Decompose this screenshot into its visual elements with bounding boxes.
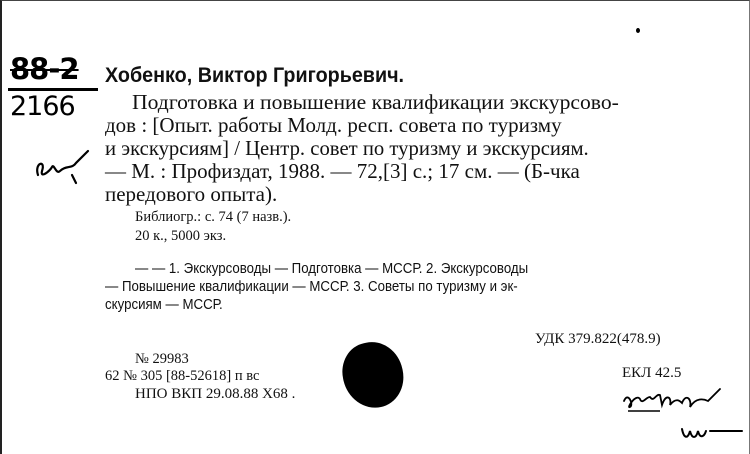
copies-note: 20 к., 5000 экз. [135, 228, 227, 244]
title-line-2: дов : [Опыт. работы Молд. респ. совета по туризму [105, 113, 562, 137]
ink-blot-icon [337, 336, 409, 413]
subject-line-2: — Повышение квалификации — МССР. 3. Советы по туризму и эк- [105, 279, 518, 295]
order-line: 62 № 305 [88-52618] п вс [105, 368, 260, 384]
record-number: № 29983 [135, 351, 189, 367]
title-line-1: Подготовка и повышение квалификации экскурсово- [132, 90, 619, 114]
title-line-5: передового опыта). [105, 182, 278, 206]
author-heading: Хобенко, Виктор Григорьевич. [105, 64, 405, 87]
handwritten-signature-icon [620, 383, 730, 417]
ekl-code: ЕКЛ 42.5 [622, 365, 682, 381]
subject-line-1: — — 1. Экскурсоводы — Подготовка — МССР. 2. Экскурсоводы [135, 261, 529, 277]
bibliography-note: Библиогр.: с. 74 (7 назв.). [135, 209, 292, 225]
handwritten-initials-icon [678, 419, 748, 445]
shelf-mark-bottom: 2166 [10, 91, 75, 122]
shelf-mark-top: 88-2 [10, 52, 79, 86]
handwritten-scribble-icon [32, 141, 96, 193]
title-line-4: — М. : Профиздат, 1988. — 72,[3] с.; 17 см. — (Б-чка [105, 159, 580, 183]
ink-dot [636, 28, 640, 33]
title-line-3: и экскурсиям] / Центр. совет по туризму и экскурсиям. [105, 136, 589, 160]
udk-code: УДК 379.822(478.9) [535, 331, 661, 347]
subject-line-3: скурсиям — МССР. [105, 297, 223, 313]
npo-line: НПО ВКП 29.08.88 Х68 . [135, 386, 296, 402]
